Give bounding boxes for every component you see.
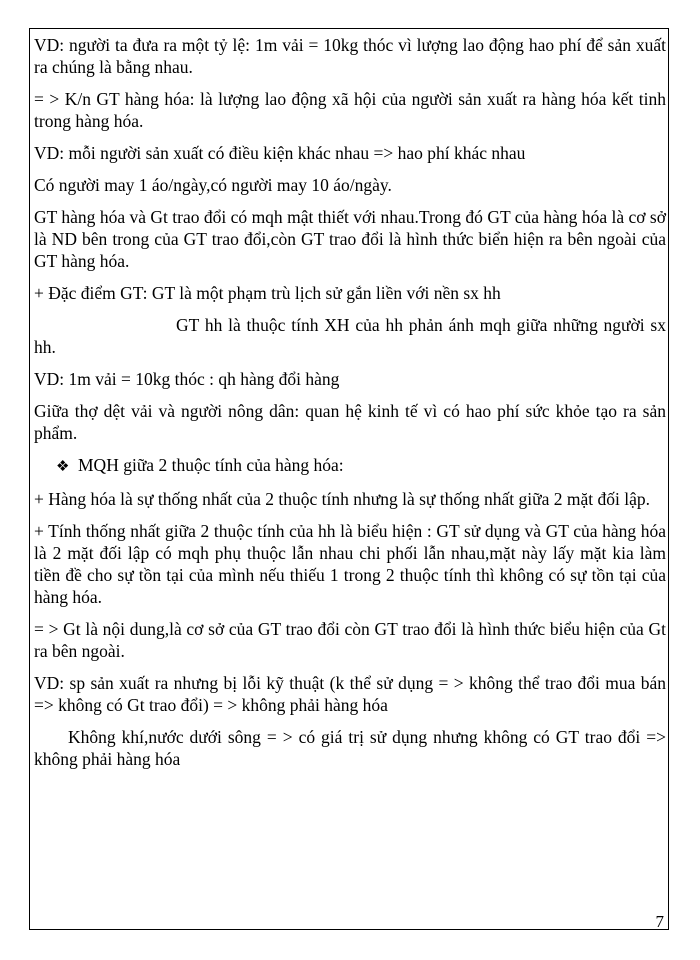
paragraph: VD: người ta đưa ra một tỷ lệ: 1m vải = 10kg thóc vì lượng lao động hao phí để sản xuất ra chúng là bằng nhau. [34,35,666,77]
page-number: 7 [655,912,664,931]
diamond-bullet-icon: ❖ [56,459,70,475]
paragraph: VD: mỗi người sản xuất có điều kiện khác nhau => hao phí khác nhau [34,143,526,163]
paragraph: + Tính thống nhất giữa 2 thuộc tính của hh là biểu hiện : GT sử dụng và GT của hàng hóa là 2 mặt đối lập có mqh phụ thuộc lẫn nhau chi phối lẫn nhau,mặt này lấy mặt kia làm tiền đề cho sự tồn tại của mình nếu thiếu 1 trong 2 thuộc tính thì không có sự tồn tại của hàng hóa. [34,521,666,607]
paragraph: + Hàng hóa là sự thống nhất của 2 thuộc tính nhưng là sự thống nhất giữa 2 mặt đối lập. [34,489,650,509]
bullet-heading [34,454,666,478]
paragraph: = > K/n GT hàng hóa: là lượng lao động xã hội của người sản xuất ra hàng hóa kết tinh trong hàng hóa. [34,89,666,131]
paragraph: GT hàng hóa và Gt trao đổi có mqh mật thiết với nhau.Trong đó GT của hàng hóa là cơ sở là ND bên trong của GT trao đổi,còn GT trao đổi là hình thức biển hiện ra bên ngoài của GT hàng hóa. [34,207,666,271]
document-body [34,34,666,780]
paragraph: = > Gt là nội dung,là cơ sở của GT trao đổi còn GT trao đổi là hình thức biểu hiện của Gt ra bên ngoài. [34,619,666,661]
paragraph: Có người may 1 áo/ngày,có người may 10 áo/ngày. [34,175,392,195]
paragraph: GT hh là thuộc tính XH của hh phản ánh mqh giữa những người sx hh. [34,315,666,357]
paragraph: Giữa thợ dệt vải và người nông dân: quan hệ kinh tế vì có hao phí sức khỏe tạo ra sản phẩm. [34,401,666,443]
paragraph: VD: 1m vải = 10kg thóc : qh hàng đổi hàng [34,369,340,389]
bullet-heading-text: MQH giữa 2 thuộc tính của hàng hóa: [78,455,344,475]
paragraph: Không khí,nước dưới sông = > có giá trị sử dụng nhưng không có GT trao đổi => không phải hàng hóa [34,727,666,769]
paragraph: VD: sp sản xuất ra nhưng bị lỗi kỹ thuật (k thể sử dụng = > không thể trao đổi mua bán => không có Gt trao đổi) = > không phải hàng hóa [34,673,666,715]
paragraph: + Đặc điểm GT: GT là một phạm trù lịch sử gắn liền với nền sx hh [34,283,501,303]
